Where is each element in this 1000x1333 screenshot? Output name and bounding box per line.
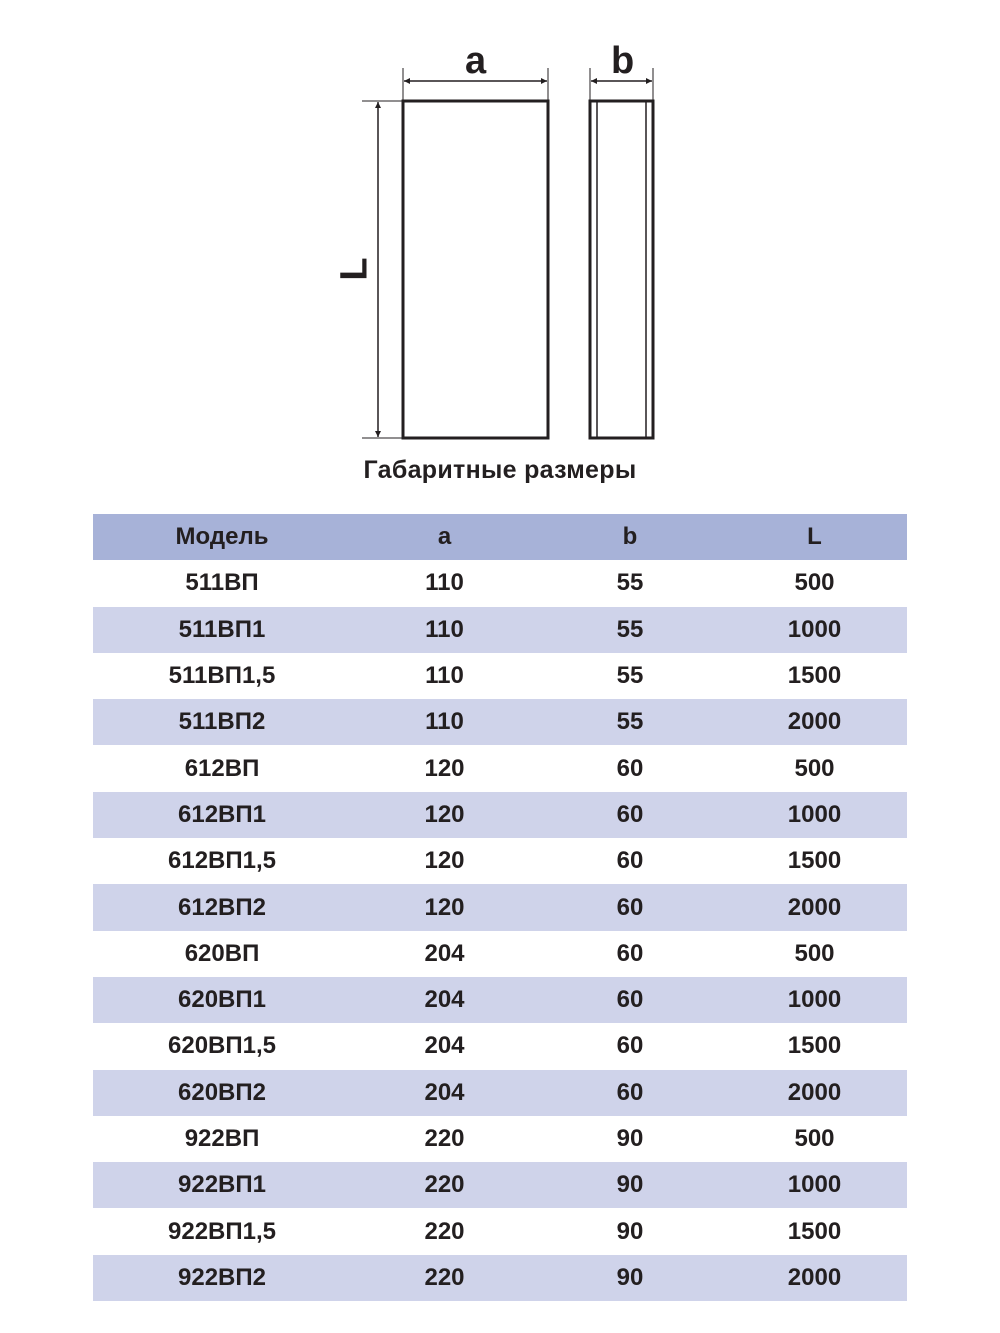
cell-a: 120 xyxy=(424,893,465,921)
cell-L: 1000 xyxy=(787,1171,842,1199)
cell-model: 620ВП xyxy=(184,939,260,967)
cell-a: 204 xyxy=(424,939,465,967)
cell-L: 1500 xyxy=(787,662,842,690)
cell-model: 922ВП1 xyxy=(178,1171,266,1199)
cell-a: 220 xyxy=(424,1171,465,1199)
cell-b: 60 xyxy=(616,1078,644,1106)
cell-a: 110 xyxy=(425,662,464,690)
cell-L: 1500 xyxy=(787,847,842,875)
cell-b: 60 xyxy=(616,1032,644,1060)
header-L: L xyxy=(807,523,822,551)
cell-L: 500 xyxy=(794,569,835,597)
side-view-rect xyxy=(590,101,653,438)
table-row xyxy=(93,699,907,745)
table-row xyxy=(93,653,907,699)
cell-a: 220 xyxy=(424,1263,465,1291)
cell-b: 90 xyxy=(616,1263,644,1291)
cell-model: 922ВП2 xyxy=(178,1263,266,1291)
dim-label-a: a xyxy=(465,40,487,82)
cell-b: 90 xyxy=(616,1171,644,1199)
cell-model: 612ВП2 xyxy=(178,893,266,921)
cell-a: 204 xyxy=(424,1078,465,1106)
dim-label-L: L xyxy=(333,257,376,281)
table-row xyxy=(93,560,907,606)
front-view-rect xyxy=(403,101,548,438)
header-model: Модель xyxy=(175,523,269,551)
table-row xyxy=(93,884,907,930)
cell-a: 110 xyxy=(425,708,464,736)
cell-L: 500 xyxy=(794,754,835,782)
table-row xyxy=(93,792,907,838)
cell-b: 60 xyxy=(616,939,644,967)
cell-L: 2000 xyxy=(787,893,842,921)
cell-model: 620ВП1 xyxy=(178,986,266,1014)
cell-model: 612ВП1,5 xyxy=(168,847,276,875)
cell-L: 500 xyxy=(794,1125,835,1152)
dimension-drawing-svg xyxy=(0,0,1000,460)
cell-a: 204 xyxy=(424,1032,465,1060)
cell-b: 55 xyxy=(616,662,644,690)
table-header-row xyxy=(93,514,907,560)
header-b: b xyxy=(622,523,638,551)
cell-a: 110 xyxy=(425,569,464,597)
dimension-drawing xyxy=(0,0,1000,460)
cell-b: 60 xyxy=(616,847,644,875)
table-row xyxy=(93,1162,907,1208)
table-row xyxy=(93,1208,907,1254)
cell-a: 120 xyxy=(424,847,465,875)
cell-b: 60 xyxy=(616,986,644,1014)
table-row xyxy=(93,977,907,1023)
cell-b: 90 xyxy=(616,1125,644,1152)
cell-model: 511ВП1 xyxy=(178,615,266,643)
cell-a: 220 xyxy=(424,1125,465,1152)
cell-b: 60 xyxy=(616,893,644,921)
cell-model: 612ВП1 xyxy=(178,800,266,828)
cell-L: 500 xyxy=(794,939,835,967)
cell-a: 120 xyxy=(424,754,465,782)
table-body xyxy=(93,560,907,1301)
table-row xyxy=(93,1070,907,1116)
table-row xyxy=(93,931,907,977)
cell-model: 922ВП xyxy=(184,1125,260,1152)
cell-b: 60 xyxy=(616,800,644,828)
cell-L: 1000 xyxy=(787,615,842,643)
cell-b: 55 xyxy=(616,708,644,736)
cell-b: 55 xyxy=(616,615,644,643)
drawing-caption: Габаритные размеры xyxy=(363,456,637,484)
header-a: a xyxy=(437,523,452,551)
table-row xyxy=(93,1116,907,1162)
dim-label-b: b xyxy=(611,40,635,82)
cell-L: 2000 xyxy=(787,708,842,736)
cell-L: 1500 xyxy=(787,1217,842,1245)
table-row xyxy=(93,1023,907,1069)
cell-model: 620ВП2 xyxy=(178,1078,266,1106)
cell-b: 55 xyxy=(616,569,644,597)
cell-L: 1500 xyxy=(787,1032,842,1060)
cell-model: 620ВП1,5 xyxy=(168,1032,276,1060)
dimensions-table xyxy=(93,514,907,1301)
cell-model: 612ВП xyxy=(184,754,260,782)
cell-a: 120 xyxy=(424,800,465,828)
cell-b: 60 xyxy=(616,754,644,782)
cell-model: 511ВП2 xyxy=(178,708,266,736)
cell-model: 511ВП1,5 xyxy=(168,662,276,690)
table-row xyxy=(93,838,907,884)
cell-a: 110 xyxy=(425,615,464,643)
cell-b: 90 xyxy=(616,1217,644,1245)
cell-L: 1000 xyxy=(787,800,842,828)
table-row xyxy=(93,607,907,653)
cell-L: 1000 xyxy=(787,986,842,1014)
cell-L: 2000 xyxy=(787,1263,842,1291)
cell-a: 220 xyxy=(424,1217,465,1245)
cell-a: 204 xyxy=(424,986,465,1014)
cell-L: 2000 xyxy=(787,1078,842,1106)
cell-model: 922ВП1,5 xyxy=(168,1217,276,1245)
cell-model: 511ВП xyxy=(185,569,259,597)
table-row xyxy=(93,1255,907,1301)
table-row xyxy=(93,745,907,791)
